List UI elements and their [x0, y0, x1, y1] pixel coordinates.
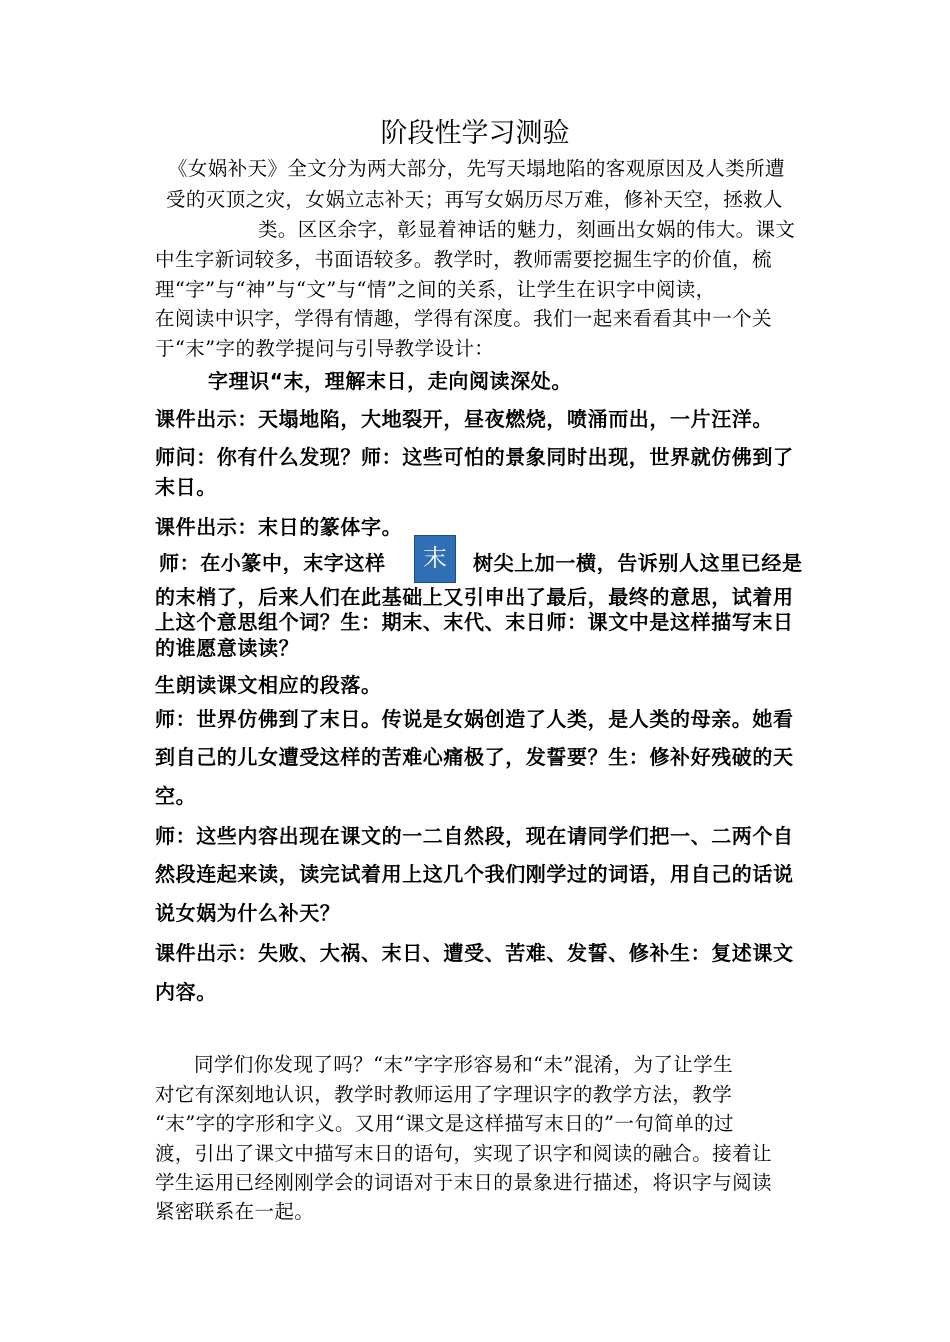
intro-line: 中生字新词较多，书面语较多。教学时，教师需要挖掘生字的价值，梳 — [155, 248, 772, 271]
closing-line: 同学们你发现了吗？“末”字字形容易和“未”混淆，为了让学生 — [194, 1053, 733, 1076]
closing-line: “末”字的字形和字义。又用“课文是这样描写末日的”一句简单的过 — [155, 1112, 734, 1135]
intro-line: 于“末”字的教学提问与引导教学设计： — [155, 337, 495, 360]
body-line: 说女娲为什么补天？ — [155, 901, 341, 925]
body-line: 的末梢了，后来人们在此基础上又引申出了最后，最终的意思，试着用 — [155, 585, 794, 609]
clipped-text-right: 树尖上加一横，告诉别人这里已经是 — [473, 551, 803, 574]
body-line: 师：这些内容出现在课文的一二自然段，现在请同学们把一、二两个自 — [155, 824, 794, 848]
intro-line: 类。区区余字，彰显着神话的魅力，刻画出女娲的伟大。课文 — [258, 218, 796, 241]
closing-line: 渡，引出了课文中描写末日的语句，实现了识字和阅读的融合。接着让 — [155, 1142, 772, 1165]
body-line: 师问：你有什么发现？师：这些可怕的景象同时出现，世界就仿佛到了 — [155, 445, 794, 469]
closing-line: 学生运用已经刚刚学会的词语对于末日的景象进行描述，将识字与阅读 — [155, 1171, 772, 1194]
seal-glyph: 末 — [423, 544, 447, 572]
clipped-text-left: 师：在小篆中，末字这样 — [159, 551, 386, 574]
section-heading: 字理识“末，理解末日，走向阅读深处。 — [208, 369, 572, 393]
body-line: 师：世界仿佛到了末日。传说是女娲创造了人类，是人类的母亲。她看 — [155, 707, 794, 731]
seal-script-image — [414, 535, 456, 583]
body-line: 末日。 — [155, 475, 217, 499]
body-line: 空。 — [155, 784, 197, 808]
intro-line: 在阅读中识字，学得有情趣，学得有深度。我们一起来看看其中一个关 — [155, 307, 772, 330]
body-line: 课件出示：末日的篆体字。 — [155, 515, 403, 539]
body-line: 的谁愿意读读？ — [155, 636, 300, 660]
body-line: 课件出示：失败、大祸、末日、遭受、苦难、发誓、修补生：复述课文 — [155, 941, 794, 965]
intro-line: 《女娲补天》全文分为两大部分，先写天塌地陷的客观原因及人类所遭 — [168, 157, 785, 180]
intro-line: 受的灭顶之灾，女娲立志补天；再写女娲历尽万难，修补天空，拯救人 — [166, 188, 783, 211]
body-line: 课件出示：天塌地陷，大地裂开，昼夜燃烧，喷涌而出，一片汪洋。 — [155, 407, 773, 431]
closing-line: 对它有深刻地认识，教学时教师运用了字理识字的教学方法，教学 — [155, 1083, 733, 1106]
intro-line: 理“字”与“神”与“文”与“情”之间的关系，让学生在识字中阅读， — [155, 278, 716, 301]
page-title: 阶段性学习测验 — [380, 118, 570, 149]
body-line: 生朗读课文相应的段落。 — [155, 673, 382, 697]
body-line: 上这个意思组个词？生：期末、末代、末日师：课文中是这样描写末日 — [155, 610, 794, 634]
seal-mo-character — [415, 536, 455, 582]
body-line: 到自己的儿女遭受这样的苦难心痛极了，发誓要？生：修补好残破的天 — [155, 745, 794, 769]
closing-line: 紧密联系在一起。 — [155, 1200, 315, 1223]
body-line: 内容。 — [155, 980, 217, 1004]
clipped-line — [155, 548, 845, 574]
body-line: 然段连起来读，读完试着用上这几个我们刚学过的词语，用自己的话说 — [155, 862, 794, 886]
